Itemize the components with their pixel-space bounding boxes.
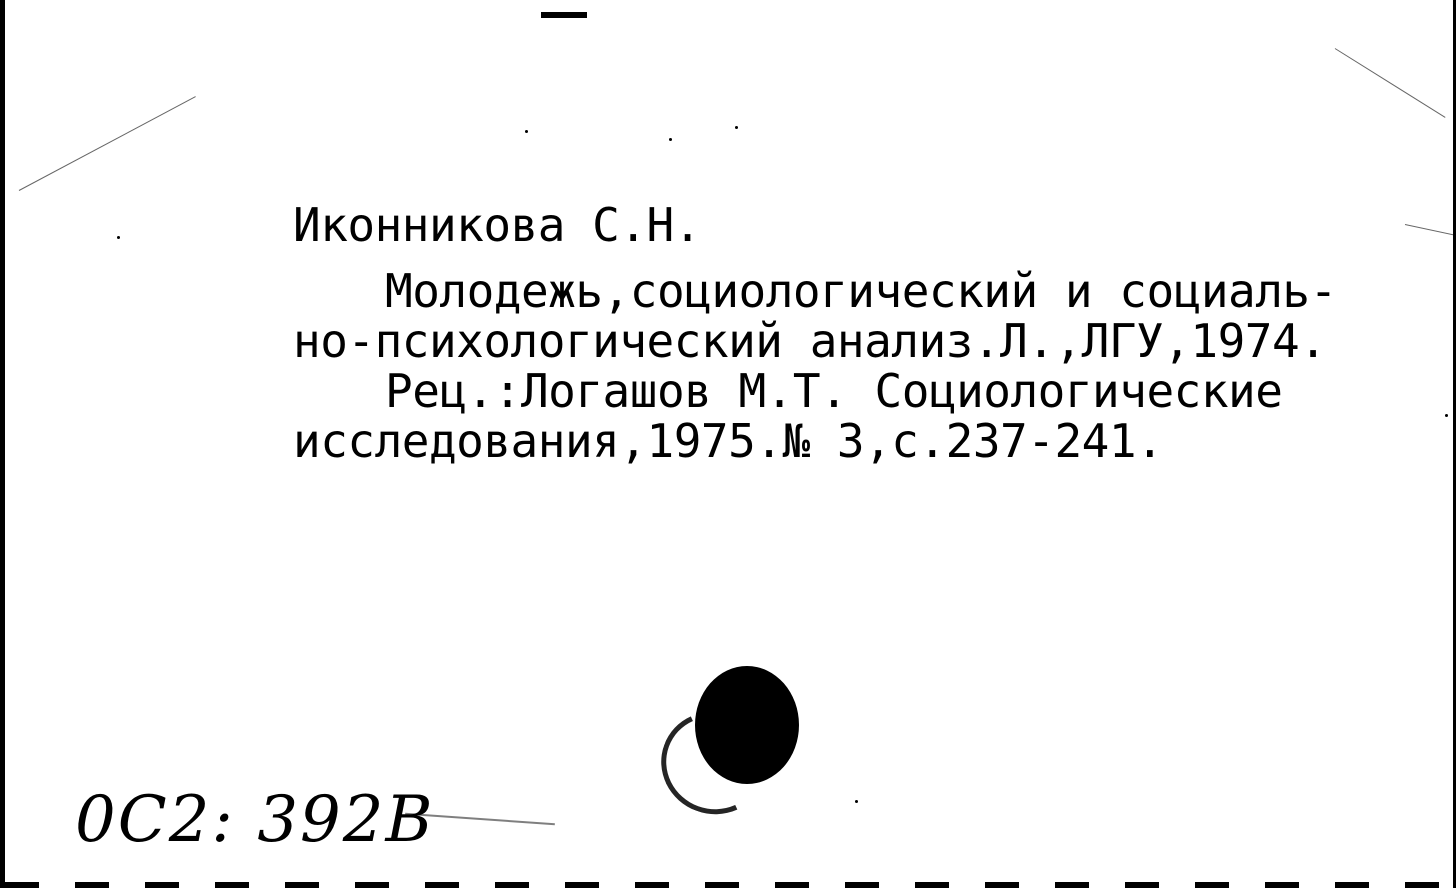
dust-speck <box>525 130 528 133</box>
handwritten-shelfmark: 0C2: 392B <box>75 783 435 857</box>
dust-speck <box>735 126 738 129</box>
author-line: Иконникова С.Н. <box>293 198 701 252</box>
review-line-2: исследования,1975.№ 3,с.237-241. <box>293 414 1164 468</box>
bottom-edge-marks <box>5 882 1453 888</box>
punch-hole <box>695 666 799 784</box>
title-line-1: Молодежь,социологический и социаль- <box>385 264 1337 318</box>
scan-streak <box>1405 224 1456 237</box>
title-line-2: но-психологический анализ.Л.,ЛГУ,1974. <box>293 314 1327 368</box>
scan-streak <box>1335 48 1446 118</box>
review-line-1: Рец.:Логашов М.Т. Социологические <box>385 364 1283 418</box>
dust-speck <box>855 800 858 803</box>
dust-speck <box>117 236 120 239</box>
dust-speck <box>1445 414 1448 417</box>
top-edge-mark <box>541 12 587 18</box>
dust-speck <box>669 138 672 141</box>
scan-streak <box>19 96 196 191</box>
